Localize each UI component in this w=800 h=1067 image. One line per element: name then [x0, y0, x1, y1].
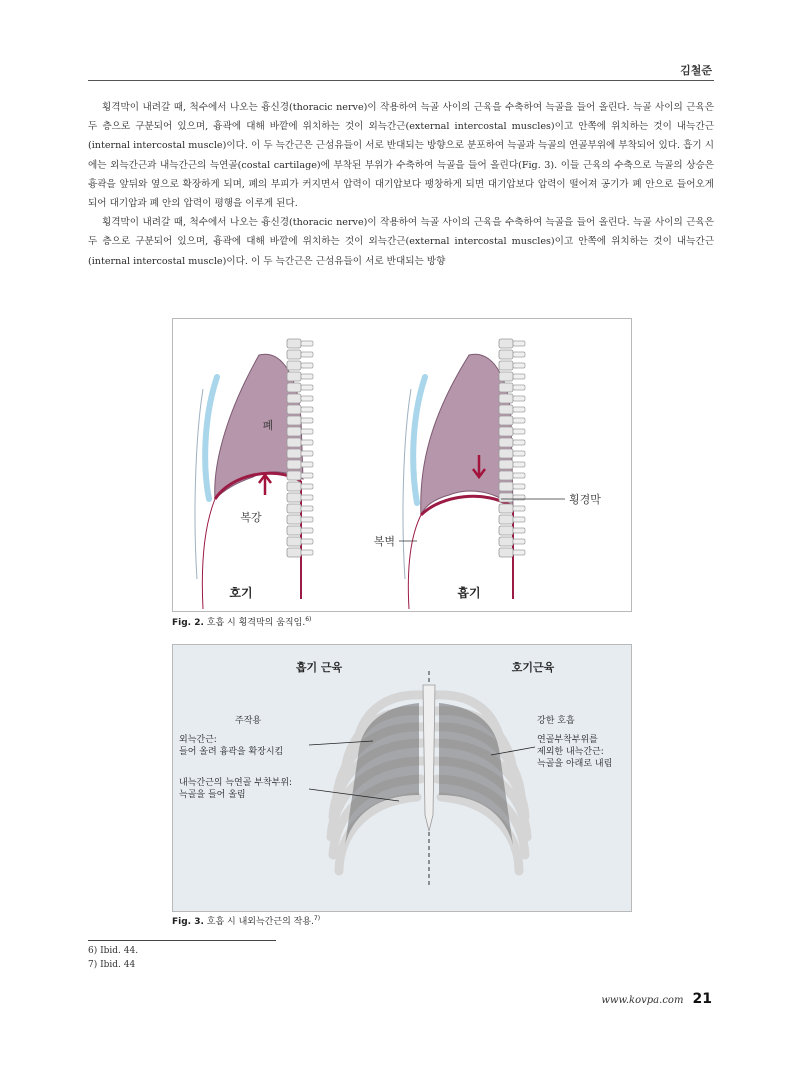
inhale-diagram [374, 339, 602, 609]
caption-label: Fig. 2. [172, 618, 204, 628]
figure-3-intercostal [172, 644, 632, 912]
label-inhale: 흡기 [457, 586, 481, 600]
figure-3-illustration [173, 645, 631, 911]
abdomen-outline [202, 499, 215, 609]
caption-ref: 6) [305, 616, 312, 623]
label-forced-exhale: 강한 호흡 [537, 716, 575, 726]
label-abdomen: 복강 [240, 511, 262, 524]
caption-text: 호흡 시 횡격막의 움직임. [206, 618, 306, 628]
figure-2-illustration [173, 319, 631, 611]
label-internal-excl-2: 제외한 내늑간근: [537, 747, 604, 757]
ribcage [331, 685, 527, 871]
page-number: 21 [692, 991, 712, 1007]
caption-label: Fig. 3. [172, 917, 204, 927]
footnote-rule [88, 940, 276, 941]
page-footer [601, 988, 712, 1007]
exhale-diagram [195, 339, 313, 609]
label-main-action: 주작용 [235, 716, 262, 726]
body-text [88, 98, 714, 271]
header-rule [88, 80, 714, 81]
heading-inhale-muscles: 흡기 근육 [295, 661, 343, 674]
heading-exhale-muscles: 호기근육 [511, 661, 555, 674]
footnote: 7) Ibid. 44 [88, 960, 136, 970]
paragraph: 횡격막이 내려갈 때, 척수에서 나오는 흉신경(thoracic nerve)이 작용하여 늑골 사이의 근육을 수축하여 늑골을 들어 올린다. 늑골 사이의 근육은 두 층으로 구분되어 있으며, 흉곽에 대해 바깥에 위치하는 것이 외늑간근(external intercostal muscles)이고 안쪽에 위치하는 것이 내늑간근(internal intercostal muscle)이다. 이 두 늑간근은 근섬유들이 서로 반대되는 방향 [88, 217, 714, 267]
footnote: 6) Ibid. 44. [88, 946, 139, 956]
figure-2-diaphragm [172, 318, 632, 612]
sternum [423, 685, 435, 831]
caption-ref: 7) [313, 915, 321, 922]
label-abdominal-wall: 복벽 [373, 535, 395, 548]
footnotes [88, 944, 138, 972]
abdominal-wall-outline [408, 515, 421, 609]
label-internal-cartilage-2: 늑골을 들어 올림 [179, 790, 246, 800]
label-internal-cartilage-1: 내늑간근의 늑연골 부착부위: [179, 778, 293, 788]
arrow-up-icon [259, 475, 271, 495]
label-lung-exhale: 폐 [262, 419, 274, 432]
figure-2-caption [172, 615, 311, 628]
running-header-author: 김철준 [680, 64, 712, 77]
label-external-intercostal-2: 들어 올려 흉곽을 확장시킴 [179, 747, 284, 757]
label-internal-excl-3: 늑골을 아래로 내림 [537, 759, 613, 769]
paragraph: 횡격막이 내려갈 때, 척수에서 나오는 흉신경(thoracic nerve)이 작용하여 늑골 사이의 근육을 수축하여 늑골을 들어 올린다. 늑골 사이의 근육은 두 층으로 구분되어 있으며, 흉곽에 대해 바깥에 위치하는 것이 외늑간근(external intercostal muscles)이고 안쪽에 위치하는 것이 내늑간근(internal intercostal muscle)이다. 이 두 늑간근은 근섬유들이 서로 반대되는 방향으로 분포하여 늑골과 늑골의 연골부위에 부착되어 있다. 흡기 시에는 외늑간근과 내늑간근의 늑연골(costal cartilage)에 부착된 부위가 수축하여 늑골을 들어 올린다(Fig. 3). 이들 근육의 수축으로 늑골의 상승은 흉곽을 앞뒤와 옆으로 확장하게 되며, 폐의 부피가 커지면서 압력이 대기압보다 팽창하게 되면 대기압보다 압력이 떨어져 공기가 폐 안으로 들어오게 되어 대기압과 폐 안의 압력이 평행을 이루게 된다. [88, 102, 714, 210]
label-exhale: 호기 [229, 586, 253, 600]
footer-website: www.kovpa.com [601, 995, 684, 1006]
figure-3-caption [172, 914, 320, 927]
caption-text: 호흡 시 내외늑간근의 작용. [206, 917, 314, 927]
label-external-intercostal-1: 외늑간근: [179, 735, 217, 745]
label-diaphragm: 횡경막 [569, 493, 601, 506]
label-internal-excl-1: 연골부착부위를 [537, 735, 598, 745]
